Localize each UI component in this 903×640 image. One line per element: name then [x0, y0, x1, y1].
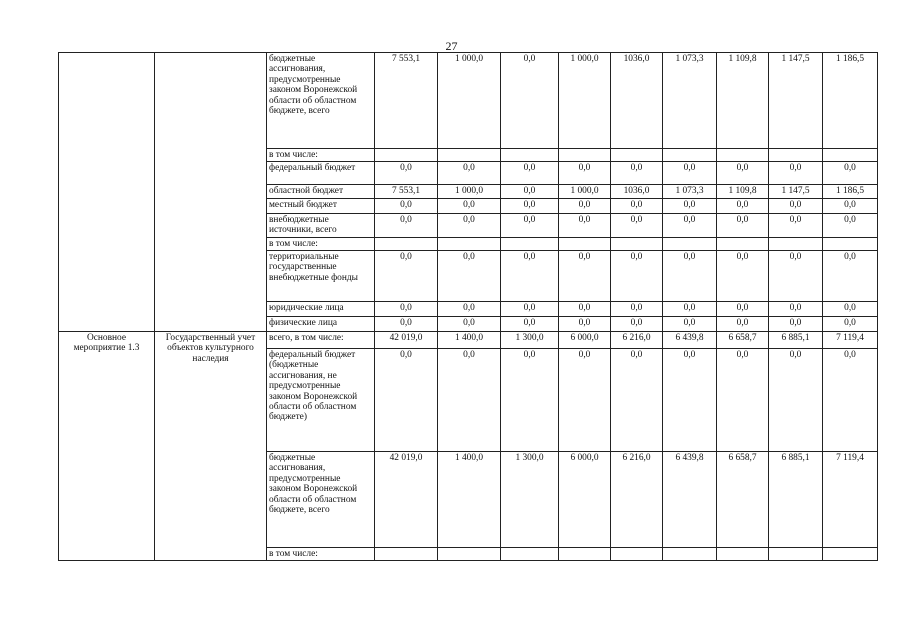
budget-table — [58, 52, 878, 561]
value-cell — [663, 237, 717, 250]
value-cell: 0,0 — [823, 198, 878, 213]
value-cell: 0,0 — [769, 317, 823, 332]
value-cell: 0,0 — [823, 213, 878, 237]
value-cell — [438, 237, 501, 250]
value-cell: 0,0 — [663, 162, 717, 185]
value-cell — [559, 548, 611, 561]
value-cell: 6 439,8 — [663, 332, 717, 349]
value-cell: 0,0 — [611, 349, 663, 452]
value-cell: 0,0 — [717, 213, 769, 237]
value-cell: 1 109,8 — [717, 185, 769, 198]
value-cell: 7 119,4 — [823, 332, 878, 349]
value-cell — [438, 149, 501, 162]
value-cell: 0,0 — [769, 302, 823, 317]
value-cell — [559, 237, 611, 250]
value-cell: 0,0 — [375, 213, 438, 237]
value-cell: 6 885,1 — [769, 452, 823, 548]
table-row — [59, 332, 878, 349]
value-cell — [717, 237, 769, 250]
value-cell: 0,0 — [501, 162, 559, 185]
value-cell — [717, 149, 769, 162]
value-cell: 0,0 — [501, 251, 559, 302]
value-cell: 0,0 — [663, 317, 717, 332]
value-cell: 1 300,0 — [501, 452, 559, 548]
value-cell: 0,0 — [823, 251, 878, 302]
row-label: внебюджетные источники, всего — [267, 213, 375, 237]
row-label: областной бюджет — [267, 185, 375, 198]
value-cell: 0,0 — [501, 198, 559, 213]
value-cell — [611, 149, 663, 162]
value-cell: 7 553,1 — [375, 185, 438, 198]
value-cell: 6 000,0 — [559, 452, 611, 548]
value-cell: 0,0 — [823, 349, 878, 452]
value-cell: 6 658,7 — [717, 332, 769, 349]
value-cell: 0,0 — [769, 251, 823, 302]
value-cell: 0,0 — [438, 251, 501, 302]
value-cell — [375, 237, 438, 250]
value-cell: 1 147,5 — [769, 185, 823, 198]
row-label: территориальные государственные внебюджетные фонды — [267, 251, 375, 302]
value-cell: 42 019,0 — [375, 332, 438, 349]
value-cell — [823, 548, 878, 561]
value-cell: 1036,0 — [611, 53, 663, 149]
value-cell: 6 000,0 — [559, 332, 611, 349]
value-cell: 0,0 — [438, 302, 501, 317]
value-cell: 0,0 — [823, 302, 878, 317]
value-cell: 0,0 — [559, 317, 611, 332]
value-cell: 0,0 — [823, 317, 878, 332]
value-cell: 1 186,5 — [823, 185, 878, 198]
value-cell: 0,0 — [375, 302, 438, 317]
row-label: всего, в том числе: — [267, 332, 375, 349]
value-cell: 0,0 — [559, 213, 611, 237]
value-cell: 6 216,0 — [611, 452, 663, 548]
value-cell: 0,0 — [559, 302, 611, 317]
value-cell: 0,0 — [375, 162, 438, 185]
row-label: бюджетные ассигнования, предусмотренные законом Воронежской области об областном бюджете, всего — [267, 452, 375, 548]
value-cell — [823, 149, 878, 162]
value-cell — [438, 548, 501, 561]
value-cell: 0,0 — [611, 251, 663, 302]
value-cell — [375, 149, 438, 162]
value-cell: 0,0 — [611, 162, 663, 185]
value-cell: 0,0 — [663, 349, 717, 452]
value-cell: 1 400,0 — [438, 452, 501, 548]
row-label: федеральный бюджет — [267, 162, 375, 185]
value-cell: 0,0 — [611, 198, 663, 213]
value-cell — [501, 548, 559, 561]
value-cell: 0,0 — [663, 251, 717, 302]
value-cell: 0,0 — [663, 198, 717, 213]
value-cell: 0,0 — [501, 53, 559, 149]
value-cell: 0,0 — [611, 317, 663, 332]
value-cell: 0,0 — [663, 302, 717, 317]
value-cell: 0,0 — [769, 213, 823, 237]
budget-table-body — [59, 53, 878, 561]
value-cell: 0,0 — [501, 185, 559, 198]
value-cell: 6 658,7 — [717, 452, 769, 548]
value-cell: 0,0 — [769, 198, 823, 213]
value-cell: 1 000,0 — [438, 185, 501, 198]
value-cell: 0,0 — [501, 213, 559, 237]
value-cell: 1 000,0 — [559, 53, 611, 149]
value-cell: 1 300,0 — [501, 332, 559, 349]
value-cell: 0,0 — [769, 349, 823, 452]
value-cell: 1 073,3 — [663, 53, 717, 149]
value-cell: 0,0 — [438, 213, 501, 237]
row-label: юридические лица — [267, 302, 375, 317]
value-cell: 0,0 — [438, 349, 501, 452]
value-cell: 6 216,0 — [611, 332, 663, 349]
value-cell: 0,0 — [559, 349, 611, 452]
value-cell: 0,0 — [375, 251, 438, 302]
value-cell: 0,0 — [611, 213, 663, 237]
value-cell: 0,0 — [559, 198, 611, 213]
value-cell — [611, 548, 663, 561]
value-cell: 0,0 — [823, 162, 878, 185]
value-cell — [611, 237, 663, 250]
value-cell — [663, 149, 717, 162]
row-label: в том числе: — [267, 237, 375, 250]
value-cell: 0,0 — [717, 302, 769, 317]
value-cell: 0,0 — [717, 317, 769, 332]
value-cell — [375, 548, 438, 561]
value-cell: 0,0 — [438, 198, 501, 213]
value-cell: 7 119,4 — [823, 452, 878, 548]
name-cell — [155, 53, 267, 332]
row-label: физические лица — [267, 317, 375, 332]
value-cell: 6 885,1 — [769, 332, 823, 349]
value-cell: 0,0 — [717, 251, 769, 302]
value-cell: 1 000,0 — [438, 53, 501, 149]
value-cell — [559, 149, 611, 162]
name-cell: Государственный учет объектов культурного наследия — [155, 332, 267, 561]
value-cell: 1 400,0 — [438, 332, 501, 349]
value-cell: 0,0 — [501, 302, 559, 317]
value-cell — [501, 237, 559, 250]
value-cell: 42 019,0 — [375, 452, 438, 548]
value-cell — [501, 149, 559, 162]
value-cell — [823, 237, 878, 250]
value-cell: 0,0 — [501, 317, 559, 332]
row-label: в том числе: — [267, 548, 375, 561]
value-cell: 6 439,8 — [663, 452, 717, 548]
value-cell: 0,0 — [438, 317, 501, 332]
row-label: федеральный бюджет (бюджетные ассигнования, не предусмотренные законом Воронежской области об областном бюджете) — [267, 349, 375, 452]
value-cell: 0,0 — [375, 317, 438, 332]
value-cell — [769, 149, 823, 162]
value-cell: 0,0 — [663, 213, 717, 237]
page-number: 27 — [445, 39, 458, 53]
value-cell: 1 073,3 — [663, 185, 717, 198]
value-cell — [663, 548, 717, 561]
value-cell — [717, 548, 769, 561]
value-cell: 0,0 — [559, 251, 611, 302]
value-cell: 7 553,1 — [375, 53, 438, 149]
status-cell — [59, 53, 155, 332]
row-label: бюджетные ассигнования, предусмотренные законом Воронежской области об областном бюджете, всего — [267, 53, 375, 149]
value-cell — [769, 237, 823, 250]
row-label: в том числе: — [267, 149, 375, 162]
value-cell: 0,0 — [717, 349, 769, 452]
value-cell: 0,0 — [375, 198, 438, 213]
value-cell: 1 000,0 — [559, 185, 611, 198]
value-cell: 0,0 — [559, 162, 611, 185]
value-cell: 0,0 — [769, 162, 823, 185]
value-cell: 1 186,5 — [823, 53, 878, 149]
value-cell: 0,0 — [717, 198, 769, 213]
value-cell: 1036,0 — [611, 185, 663, 198]
value-cell: 0,0 — [438, 162, 501, 185]
row-label: местный бюджет — [267, 198, 375, 213]
value-cell: 1 147,5 — [769, 53, 823, 149]
value-cell: 0,0 — [717, 162, 769, 185]
value-cell: 0,0 — [501, 349, 559, 452]
status-cell: Основное мероприятие 1.3 — [59, 332, 155, 561]
value-cell: 0,0 — [375, 349, 438, 452]
table-row — [59, 53, 878, 149]
value-cell: 1 109,8 — [717, 53, 769, 149]
value-cell: 0,0 — [611, 302, 663, 317]
value-cell — [769, 548, 823, 561]
